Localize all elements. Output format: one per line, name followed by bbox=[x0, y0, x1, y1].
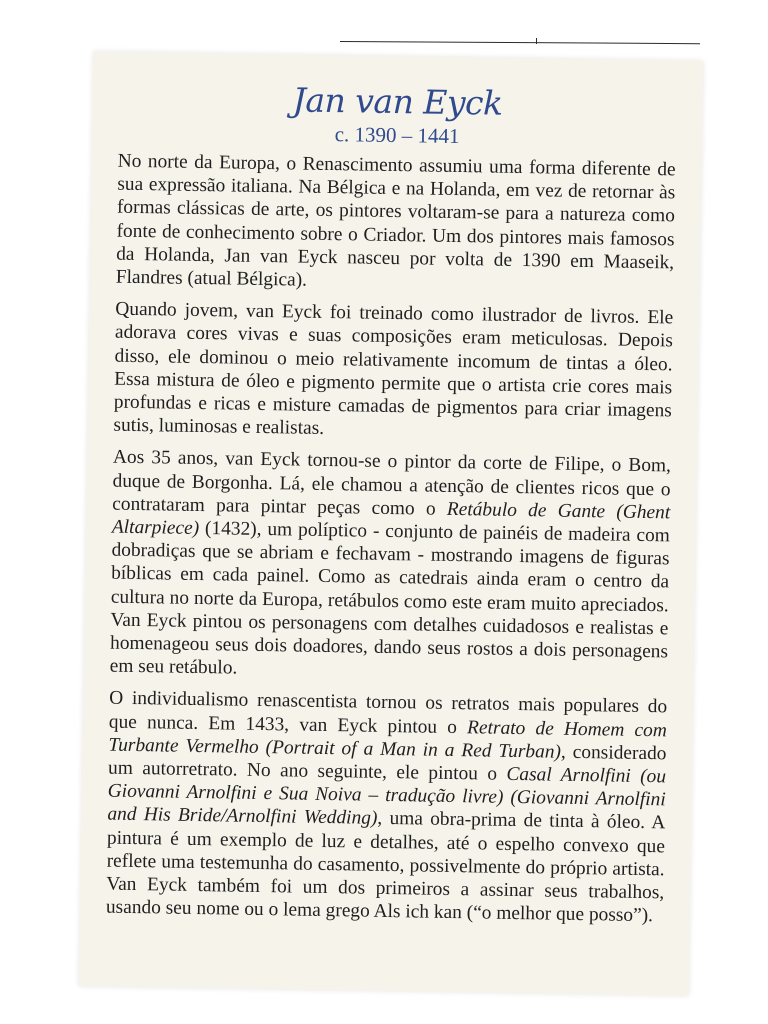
paragraph-court-painter bbox=[110, 446, 672, 687]
artwork-title: Casal Arnolfini (ou Giovanni Arnolfini e Sua Noiva – tradução livre) (Giovanni Arnolfini and His Bride/Arnolfini Wedding) bbox=[107, 763, 667, 830]
paragraph-text: , considerado um autorretrato. No ano seguinte, ele pintou o bbox=[107, 741, 667, 785]
artwork-title: Retrato de Homem com Turbante Vermelho (Portrait of a Man in a Red Turban) bbox=[108, 716, 667, 763]
paragraph-text: O individualismo renascentista tornou os retratos mais populares do que nunca. Em 1433, van Eyck pintou o bbox=[108, 688, 668, 738]
page-title: Jan van Eyck bbox=[292, 80, 503, 123]
article-body bbox=[80, 143, 702, 928]
life-dates: c. 1390 – 1441 bbox=[334, 122, 460, 149]
top-page-edge-tick bbox=[536, 38, 537, 44]
book-page bbox=[79, 51, 704, 995]
paragraph-text: (1432), um políptico - conjunto de painéis de madeira com dobradiças que se abriam e fechavam - mostrando imagens de figuras bíblicas em cada painel. Como as catedrais ainda eram o centro da cultura no norte da Europa, retábulos como este eram muito apreciados. Van Eyck pintou os personagens com detalhes cuidadosos e realistas e homenageou seus dois doadores, dando seus rostos a dois personagens em seu retábulo. bbox=[109, 518, 671, 679]
paragraph-intro: No norte da Europa, o Renascimento assumiu uma forma diferente de sua expressão italiana. Na Bélgica e na Holanda, em vez de retornar às formas clássicas de arte, os pintores voltaram-se para a natureza como fonte de conhecimento sobre o Criador. Um dos pintores mais famosos da Holanda, Jan van Eyck nasceu por volta de 1390 em Maaseik, Flandres (atual Bélgica). bbox=[115, 150, 676, 291]
paragraph-portraits bbox=[106, 687, 668, 928]
top-page-edge-line bbox=[340, 41, 700, 44]
paragraph-text: Aos 35 anos, van Eyck tornou-se o pintor da corte de Filipe, o Bom, duque de Borgonha. Lá, ele chamou a atenção de clientes ricos que o contrataram para pintar peças como o bbox=[112, 447, 672, 520]
artwork-title: Retábulo de Gante (Ghent Altarpiece) bbox=[111, 498, 671, 540]
page-header bbox=[92, 51, 703, 153]
paragraph-training: Quando jovem, van Eyck foi treinado como ilustrador de livros. Ele adorava cores vivas e suas composições eram meticulosas. Depois disso, ele dominou o meio relativamente incomum de tintas a óleo. Essa mistura de óleo e pigmento permite que o artista crie cores mais profundas e ricas e misture camadas de pigmentos para criar imagens sutis, luminosas e realistas. bbox=[113, 298, 674, 440]
paragraph-text: , uma obra-prima de tinta à óleo. A pintura é um exemplo de luz e detalhes, até o espelho convexo que reflete uma testemunha do casamento, possivelmente do próprio artista. Van Eyck também foi um dos primeiros a assinar seus trabalhos, usando seu nome ou o lema grego Als ich kan (“o melhor que posso”). bbox=[105, 808, 666, 927]
